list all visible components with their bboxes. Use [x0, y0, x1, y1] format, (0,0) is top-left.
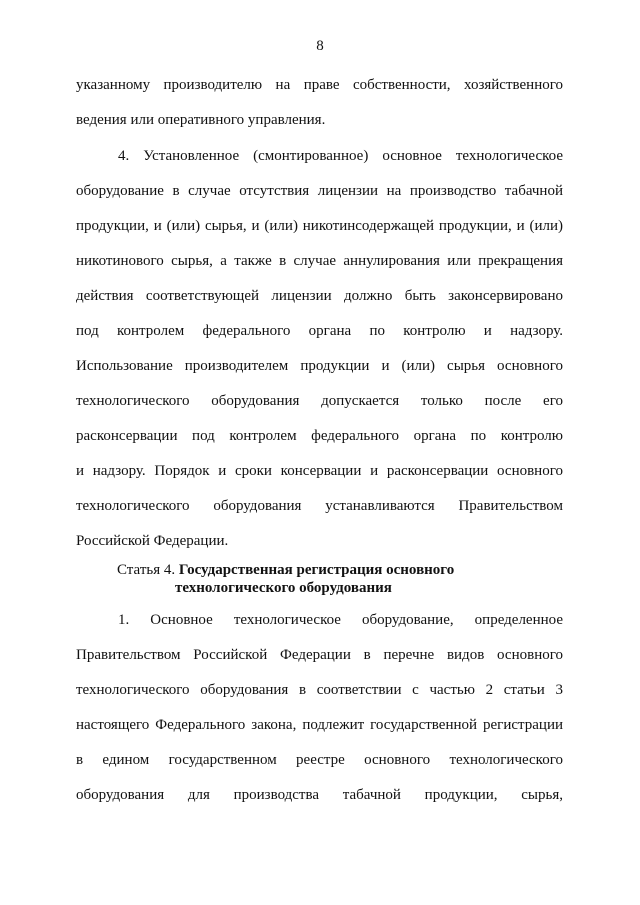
- paragraph-4: [76, 139, 563, 559]
- article-title: Государственная регистрация основного: [178, 562, 455, 578]
- page-number: 8: [316, 38, 324, 54]
- paragraph-1: [76, 603, 563, 813]
- text-line: технологического оборудования устанавливаются Правительством: [76, 498, 563, 514]
- text-line: Российской Федерации.: [76, 533, 229, 549]
- text-line: оборудования для производства табачной продукции, сырья,: [76, 787, 563, 803]
- text-line: действия соответствующей лицензии должно быть законсервировано: [76, 288, 563, 304]
- text-line: продукции, и (или) сырья, и (или) никотинсодержащей продукции, и (или): [76, 218, 563, 234]
- text-line: Использование производителем продукции и (или) сырья основного: [76, 358, 563, 374]
- text-line: 1. Основное технологическое оборудование, определенное: [118, 612, 563, 628]
- text-line: никотинового сырья, а также в случае аннулирования или прекращения: [76, 253, 563, 269]
- text-line: настоящего Федерального закона, подлежит государственной регистрации: [76, 717, 563, 733]
- text-line: 4. Установленное (смонтированное) основное технологическое: [118, 148, 563, 164]
- text-line: расконсервации под контролем федерального органа по контролю: [76, 428, 563, 444]
- article-heading: [117, 561, 454, 597]
- text-line: и надзору. Порядок и сроки консервации и расконсервации основного: [76, 463, 563, 479]
- text-line: оборудование в случае отсутствия лицензии на производство табачной: [76, 183, 563, 199]
- text-line: указанному производителю на праве собственности, хозяйственного: [76, 77, 563, 93]
- text-line: технологического оборудования в соответствии с частью 2 статьи 3: [76, 682, 563, 698]
- text-line: в едином государственном реестре основного технологического: [76, 752, 563, 768]
- article-title-continued: технологического оборудования: [175, 580, 392, 596]
- text-line: ведения или оперативного управления.: [76, 112, 326, 128]
- text-line: технологического оборудования допускается только после его: [76, 393, 563, 409]
- text-line: Правительством Российской Федерации в перечне видов основного: [76, 647, 563, 663]
- text-line: под контролем федерального органа по контролю и надзору.: [76, 323, 563, 339]
- paragraph-continued: [76, 68, 563, 138]
- article-number: Статья 4.: [117, 562, 176, 578]
